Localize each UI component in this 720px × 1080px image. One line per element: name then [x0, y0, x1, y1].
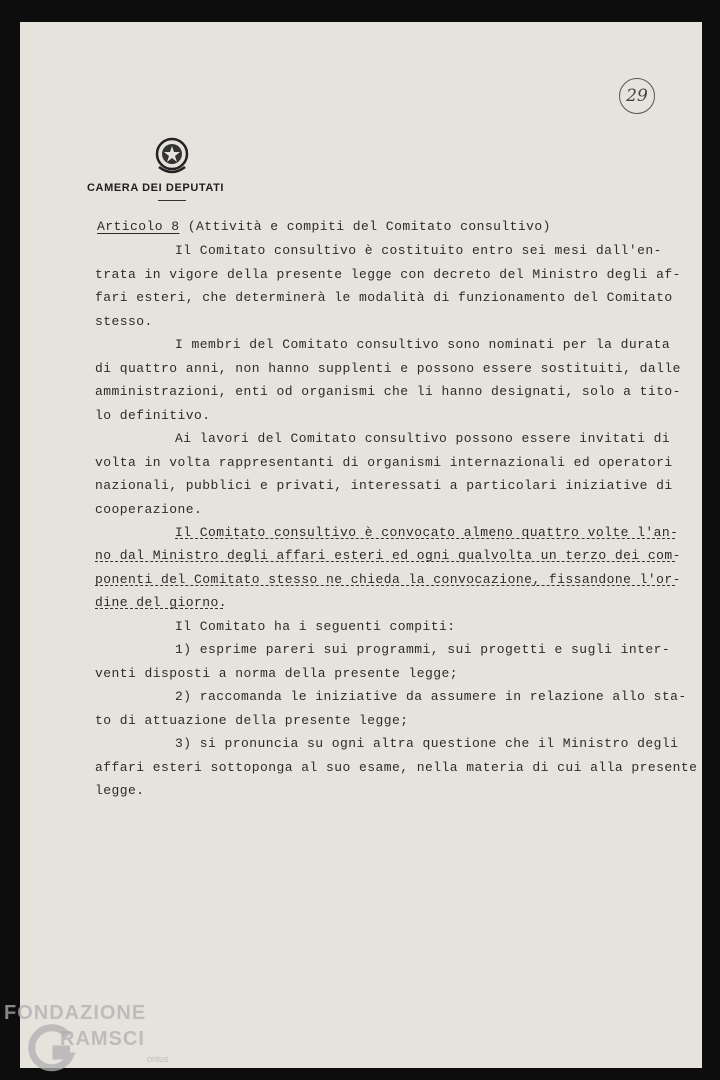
text-line: fari esteri, che determinerà le modalità di funzionamento del Comitato [95, 290, 673, 305]
text-line: stesso. [95, 314, 153, 329]
text-line: no dal Ministro degli affari esteri ed ogni qualvolta un terzo dei com- [95, 548, 681, 563]
text-line: nazionali, pubblici e privati, interessati a particolari iniziative di [95, 478, 673, 493]
text-line: lo definitivo. [95, 408, 211, 423]
italian-republic-emblem-icon [153, 137, 191, 177]
underline-rule [175, 538, 675, 539]
watermark-subtitle: RAMSCI [60, 1028, 145, 1050]
text-line: Ai lavori del Comitato consultivo possono essere invitati di [175, 431, 671, 446]
text-line: Il Comitato consultivo è costituito entro sei mesi dall'en- [175, 243, 662, 258]
watermark-tag: onlus [147, 1054, 169, 1064]
watermark-title: FONDAZIONE [4, 1002, 147, 1024]
institution-divider [158, 200, 186, 201]
article-title: (Attività e compiti del Comitato consultivo) [187, 219, 551, 234]
document-page [20, 22, 702, 1068]
text-line: Il Comitato ha i seguenti compiti: [175, 619, 456, 634]
text-line: legge. [95, 783, 145, 798]
article-heading [97, 219, 551, 235]
text-line: 1) esprime pareri sui programmi, sui progetti e sugli inter- [175, 642, 671, 657]
underline-rule [95, 608, 223, 609]
text-line: ponenti del Comitato stesso ne chieda la convocazione, fissandone l'or- [95, 572, 681, 587]
underline-rule [95, 561, 675, 562]
text-line: Il Comitato consultivo è convocato almeno quattro volte l'an- [175, 525, 679, 540]
text-line: cooperazione. [95, 502, 203, 517]
text-line: I membri del Comitato consultivo sono nominati per la durata [175, 337, 671, 352]
text-line: di quattro anni, non hanno supplenti e possono essere sostituiti, dalle [95, 361, 681, 376]
page-number: 29 [619, 78, 655, 114]
text-line: to di attuazione della presente legge; [95, 713, 409, 728]
text-line: volta in volta rappresentanti di organismi internazionali ed operatori [95, 455, 673, 470]
text-line: trata in vigore della presente legge con decreto del Ministro degli af- [95, 267, 681, 282]
text-line: affari esteri sottoponga al suo esame, nella materia di cui alla presente [95, 760, 698, 775]
underline-rule [95, 585, 675, 586]
text-line: 3) si pronuncia su ogni altra questione che il Ministro degli [175, 736, 679, 751]
article-number: Articolo 8 [97, 219, 180, 234]
text-line: amministrazioni, enti od organismi che li hanno designati, solo a tito- [95, 384, 681, 399]
institution-name: CAMERA DEI DEPUTATI [87, 182, 225, 194]
text-line: dine del giorno. [95, 595, 228, 610]
text-line: 2) raccomanda le iniziative da assumere in relazione allo sta- [175, 689, 687, 704]
text-line: venti disposti a norma della presente legge; [95, 666, 459, 681]
